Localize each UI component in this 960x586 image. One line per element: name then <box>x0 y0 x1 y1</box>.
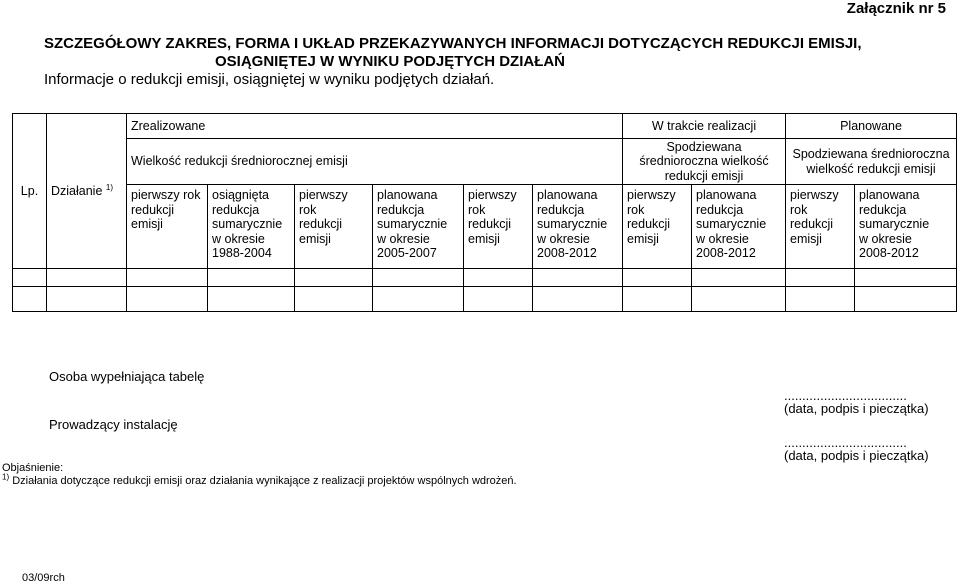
column-header-line: osiągnięta <box>212 188 269 202</box>
table-row <box>13 269 957 287</box>
table-cell[interactable] <box>623 287 692 312</box>
column-header-line: redukcja <box>212 202 260 217</box>
column-header-line: planowana <box>377 188 438 202</box>
sub-planned: Spodziewana średnioroczna wielkość redukcji emisji <box>786 139 957 185</box>
table-cell[interactable] <box>623 269 692 287</box>
table-cell[interactable] <box>13 269 47 287</box>
group-realized: Zrealizowane <box>127 114 623 139</box>
table-cell[interactable] <box>464 269 533 287</box>
column-header-line: redukcji <box>790 217 834 231</box>
table-cell[interactable] <box>786 287 855 312</box>
column-header-line: w okresie <box>377 231 430 246</box>
column-header-line: emisji <box>790 231 822 246</box>
column-header-line: planowana <box>696 188 757 202</box>
column-header-line: pierwszy <box>299 188 348 202</box>
column-header-line: w okresie <box>212 231 265 246</box>
annex-number: Załącznik nr 5 <box>846 0 946 17</box>
explanation-heading: Objaśnienie: <box>2 462 64 474</box>
table-cell[interactable] <box>127 269 208 287</box>
table-row <box>13 287 957 312</box>
table-cell[interactable] <box>13 287 47 312</box>
table-cell[interactable] <box>295 269 373 287</box>
dzialanie-footnote-mark: 1) <box>105 182 114 192</box>
column-header-line: emisji <box>627 231 659 246</box>
column-header-line: sumarycznie <box>859 217 930 231</box>
document-title-line-1: SZCZEGÓŁOWY ZAKRES, FORMA I UKŁAD PRZEKAZYWANYCH INFORMACJI DOTYCZĄCYCH REDUKCJI EMISJI, <box>44 35 862 52</box>
column-header-line: redukcji <box>131 202 175 217</box>
explanation-text: Działania dotyczące redukcji emisji oraz działania wynikające z realizacji projektów wspólnych wdrożeń. <box>12 475 517 487</box>
column-header-line: rok <box>627 202 645 217</box>
table-cell[interactable] <box>208 269 295 287</box>
table-cell[interactable] <box>533 269 623 287</box>
column-header-7 <box>623 185 692 269</box>
table-cell[interactable] <box>855 269 957 287</box>
signature-note-1: (data, podpis i pieczątka) <box>784 401 929 416</box>
column-header-line: pierwszy <box>627 188 676 202</box>
column-header-line: rok <box>790 202 808 217</box>
explanation-text-line <box>2 472 517 487</box>
document-title-line-2: OSIĄGNIĘTEJ W WYNIKU PODJĘTYCH DZIAŁAŃ <box>215 53 566 70</box>
operator-label: Prowadzący instalację <box>49 417 178 432</box>
table-cell[interactable] <box>373 269 464 287</box>
column-header-1 <box>127 185 208 269</box>
column-header-8 <box>692 185 786 269</box>
column-header-9 <box>786 185 855 269</box>
group-planned: Planowane <box>786 114 957 139</box>
column-header-line: emisji <box>131 217 163 231</box>
column-header-line: 2005-2007 <box>377 246 437 260</box>
column-header-line: 2008-2012 <box>537 246 597 260</box>
document-subtitle: Informacje o redukcji emisji, osiągniętej w wyniku podjętych działań. <box>44 71 495 88</box>
column-header-3 <box>295 185 373 269</box>
table-cell[interactable] <box>208 287 295 312</box>
dzialanie-label: Działanie <box>51 183 103 198</box>
signature-note-2: (data, podpis i pieczątka) <box>784 448 929 463</box>
column-header-line: sumarycznie <box>696 217 767 231</box>
table-cell[interactable] <box>47 269 127 287</box>
table-cell[interactable] <box>47 287 127 312</box>
table-cell[interactable] <box>692 287 786 312</box>
column-header-line: redukcja <box>696 202 744 217</box>
explanation-footnote-mark: 1) <box>2 472 10 482</box>
sub-in-progress: Spodziewana średnioroczna wielkość redukcji emisji <box>623 139 786 185</box>
column-header-line: w okresie <box>859 231 912 246</box>
table-cell[interactable] <box>855 287 957 312</box>
dzialanie-header <box>47 114 127 269</box>
table-cell[interactable] <box>373 287 464 312</box>
column-header-4 <box>373 185 464 269</box>
filler-label: Osoba wypełniająca tabelę <box>49 369 205 384</box>
table-cell[interactable] <box>692 269 786 287</box>
column-header-line: sumarycznie <box>212 217 283 231</box>
column-header-line: redukcji <box>468 217 512 231</box>
column-header-line: 2008-2012 <box>696 246 756 260</box>
column-header-line: rok <box>468 202 486 217</box>
column-header-line: redukcja <box>859 202 907 217</box>
column-header-line: sumarycznie <box>377 217 448 231</box>
column-header-line: pierwszy rok <box>131 188 201 202</box>
column-header-2 <box>208 185 295 269</box>
column-header-line: planowana <box>537 188 598 202</box>
column-header-10 <box>855 185 957 269</box>
table-cell[interactable] <box>295 287 373 312</box>
column-header-line: redukcji <box>299 217 343 231</box>
column-header-line: redukcji <box>627 217 671 231</box>
column-header-line: w okresie <box>696 231 749 246</box>
column-header-line: pierwszy <box>468 188 517 202</box>
table-cell[interactable] <box>533 287 623 312</box>
table-cell[interactable] <box>786 269 855 287</box>
column-header-line: rok <box>299 202 317 217</box>
column-header-5 <box>464 185 533 269</box>
table-cell[interactable] <box>127 287 208 312</box>
column-header-6 <box>533 185 623 269</box>
column-header-line: planowana <box>859 188 920 202</box>
table-cell[interactable] <box>464 287 533 312</box>
footer-code: 03/09rch <box>22 572 65 584</box>
emission-reduction-table <box>12 113 957 312</box>
column-header-line: redukcja <box>377 202 425 217</box>
column-header-line: sumarycznie <box>537 217 608 231</box>
column-header-line: 2008-2012 <box>859 246 919 260</box>
column-header-line: redukcja <box>537 202 585 217</box>
column-header-line: emisji <box>468 231 500 246</box>
group-in-progress: W trakcie realizacji <box>623 114 786 139</box>
lp-header: Lp. <box>13 114 47 269</box>
column-header-line: pierwszy <box>790 188 839 202</box>
column-header-line: 1988-2004 <box>212 246 272 260</box>
signature-dots-2[interactable]: .................................. <box>784 435 907 450</box>
sub-realized: Wielkość redukcji średniorocznej emisji <box>127 139 623 185</box>
column-header-line: w okresie <box>537 231 590 246</box>
signature-dots-1[interactable]: .................................. <box>784 388 907 403</box>
column-header-line: emisji <box>299 231 331 246</box>
